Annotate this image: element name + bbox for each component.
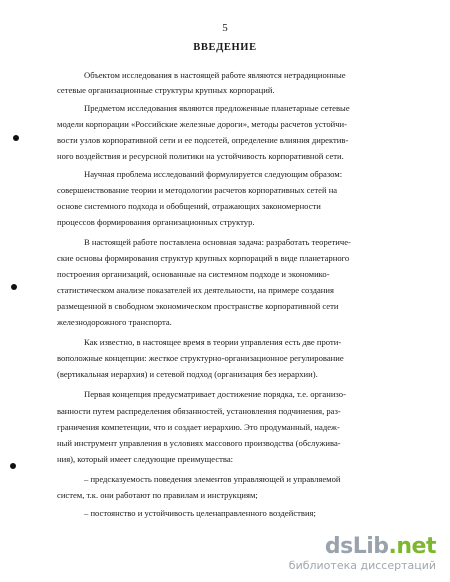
binding-hole-mark: [10, 463, 16, 469]
section-heading: ВВЕДЕНИЕ: [193, 42, 257, 53]
text-line: – постоянство и устойчивость целенаправленного воздействия;: [84, 508, 316, 518]
text-line: граничения компетенции, что и создает иерархию. Это продуманный, надеж-: [57, 422, 340, 432]
text-line: размещенной в свободном экономическом пространстве корпоративной сети: [57, 301, 339, 311]
text-line: совершенствование теории и методологии расчетов корпоративных сетей на: [57, 185, 338, 195]
text-line: воположные концепции: жесткое структурно-организационное регулирование: [57, 353, 344, 363]
text-line: Предметом исследования являются предложенные планетарные сетевые: [84, 103, 350, 113]
text-line: статистическом анализе показателей их деятельности, на примере создания: [57, 285, 334, 295]
text-line: Объектом исследования в настоящей работе являются нетрадиционные: [84, 70, 346, 80]
text-line: железнодорожного транспорта.: [57, 317, 172, 327]
text-line: Как известно, в настоящее время в теории управления есть две проти-: [84, 337, 342, 347]
text-line: В настоящей работе поставлена основная задача: разработать теоретиче-: [84, 237, 351, 247]
text-line: ния), который имеет следующие преимущества:: [57, 454, 234, 464]
text-line: вости узлов корпоративной сети и ее подсетей, определение влияния директив-: [57, 135, 349, 145]
watermark: [289, 535, 436, 572]
text-line: основе системного подхода и обобщений, отражающих закономерности: [57, 201, 321, 211]
text-line: (вертикальная иерархия) и сетевой подход (организация без иерархии).: [57, 369, 318, 379]
text-line: построения организаций, основанные на системном подходе и экономико-: [57, 269, 330, 279]
text-line: процессов формирования организационных структур.: [57, 217, 255, 227]
text-line: ские основы формирования структур крупных корпораций в виде планетарного: [57, 253, 350, 263]
text-line: – предсказуемость поведения элементов управляющей и управляемой: [84, 474, 341, 484]
text-line: Первая концепция предусматривает достижение порядка, т.е. организо-: [84, 389, 346, 399]
watermark-subtitle: библиотека диссертаций: [288, 559, 436, 572]
text-line: систем, т.к. они работают по правилам и инструкциям;: [57, 490, 258, 500]
text-line: ванности путем распределения обязанностей, установления подчинения, раз-: [57, 406, 341, 416]
text-line: сетевые организационные структуры крупных корпораций.: [57, 85, 275, 95]
binding-hole-mark: [13, 135, 19, 141]
text-line: ный инструмент управления в условиях массового производства (обслужива-: [57, 438, 341, 448]
text-line: ного воздействия и ресурсной политики на устойчивость корпоративной сети.: [57, 151, 344, 161]
text-line: модели корпорации «Российские железные дороги», методы расчетов устойчи-: [57, 119, 348, 129]
binding-hole-mark: [11, 284, 17, 290]
page-number: 5: [222, 22, 228, 34]
text-line: Научная проблема исследований формулируется следующим образом:: [84, 169, 343, 179]
watermark-logo: dsLib.net: [324, 534, 436, 559]
